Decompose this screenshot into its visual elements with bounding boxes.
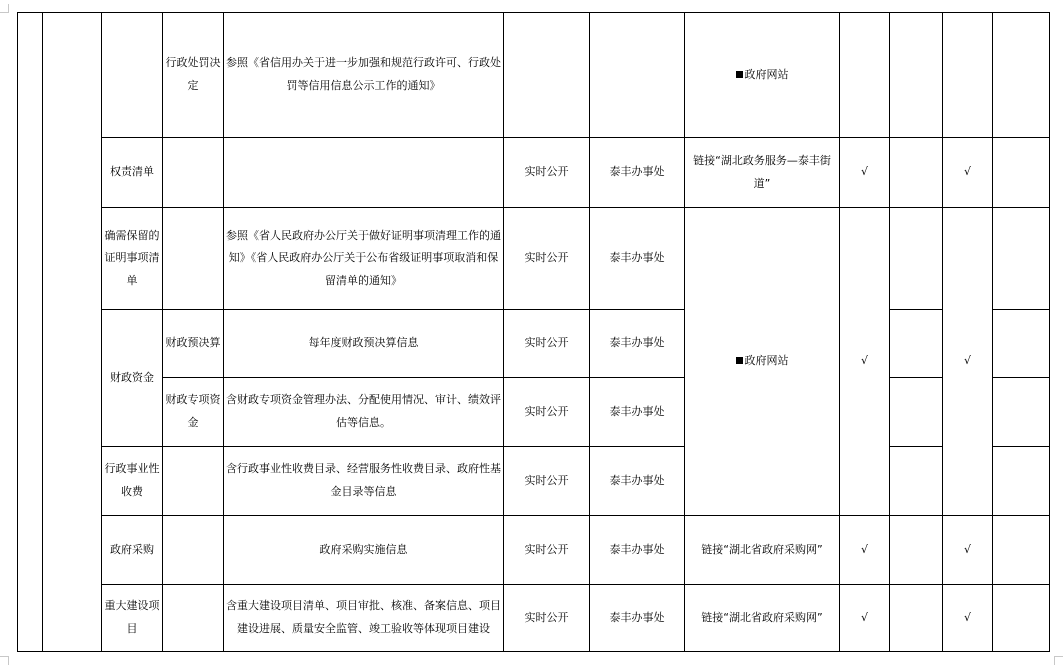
content-cell: [224, 138, 504, 208]
check-cell: [890, 378, 943, 447]
check-cell: [993, 138, 1050, 208]
table-row: [18, 585, 1050, 652]
sub-item-cell: [163, 585, 224, 652]
content-cell: 参照《省人民政府办公厅关于做好证明事项清理工作的通知》《省人民政府办公厅关于公布省级证明事项取消和保留清单的通知》: [224, 208, 504, 310]
table-row: [18, 138, 1050, 208]
check-cell: [890, 447, 943, 516]
subject-cell: 泰丰办事处: [590, 516, 685, 585]
disclosure-table: [17, 12, 1050, 652]
checkmark-cell: √: [840, 516, 890, 585]
channel-cell: [685, 208, 840, 516]
timing-cell: 实时公开: [504, 585, 590, 652]
sub-item-cell: [163, 516, 224, 585]
sub-item-cell: [163, 138, 224, 208]
item-cell: [102, 13, 163, 138]
timing-cell: 实时公开: [504, 138, 590, 208]
channel-cell: 链接“湖北政务服务—泰丰街道”: [685, 138, 840, 208]
black-square-icon: [736, 357, 743, 364]
check-cell: [890, 516, 943, 585]
item-cell: 政府采购: [102, 516, 163, 585]
channel-text: 政府网站: [744, 354, 789, 368]
outer-column-2: [43, 13, 102, 652]
sub-item-cell: [163, 208, 224, 310]
content-cell: 含重大建设项目清单、项目审批、核准、备案信息、项目建设进展、质量安全监管、竣工验收等体现项目建设: [224, 585, 504, 652]
sub-item-cell: 行政处罚决定: [163, 13, 224, 138]
item-cell: 确需保留的证明事项清单: [102, 208, 163, 310]
subject-cell: 泰丰办事处: [590, 138, 685, 208]
check-cell: [993, 447, 1050, 516]
table-row: [18, 378, 1050, 447]
timing-cell: 实时公开: [504, 208, 590, 310]
checkmark-cell: √: [840, 208, 890, 516]
subject-cell: 泰丰办事处: [590, 378, 685, 447]
content-cell: 每年度财政预决算信息: [224, 310, 504, 378]
table-row: [18, 447, 1050, 516]
subject-cell: 泰丰办事处: [590, 310, 685, 378]
check-cell: [943, 13, 993, 138]
check-cell: [890, 138, 943, 208]
content-cell: 参照《省信用办关于进一步加强和规范行政许可、行政处罚等信用信息公示工作的通知》: [224, 13, 504, 138]
check-cell: [993, 208, 1050, 310]
subject-cell: 泰丰办事处: [590, 208, 685, 310]
page-corner-mark-bottom-left: [0, 656, 9, 665]
timing-cell: 实时公开: [504, 516, 590, 585]
channel-cell: 链接“湖北省政府采购网”: [685, 516, 840, 585]
checkmark-cell: √: [840, 585, 890, 652]
subject-cell: [590, 13, 685, 138]
black-square-icon: [736, 71, 743, 78]
check-cell: [993, 378, 1050, 447]
content-cell: 政府采购实施信息: [224, 516, 504, 585]
table-row: [18, 13, 1050, 138]
timing-cell: 实时公开: [504, 378, 590, 447]
content-cell: 含财政专项资金管理办法、分配使用情况、审计、绩效评估等信息。: [224, 378, 504, 447]
channel-cell: [685, 13, 840, 138]
check-cell: [890, 13, 943, 138]
content-cell: 含行政事业性收费目录、经营服务性收费目录、政府性基金目录等信息: [224, 447, 504, 516]
check-cell: [890, 585, 943, 652]
item-cell: 财政资金: [102, 310, 163, 447]
timing-cell: [504, 13, 590, 138]
sub-item-cell: 财政专项资金: [163, 378, 224, 447]
timing-cell: 实时公开: [504, 310, 590, 378]
check-cell: [890, 310, 943, 378]
check-cell: [993, 13, 1050, 138]
outer-column-1: [18, 13, 43, 652]
item-cell: 行政事业性收费: [102, 447, 163, 516]
item-cell: 权责清单: [102, 138, 163, 208]
table-row: [18, 208, 1050, 310]
checkmark-cell: √: [840, 138, 890, 208]
item-cell: 重大建设项目: [102, 585, 163, 652]
checkmark-cell: √: [943, 516, 993, 585]
check-cell: [993, 516, 1050, 585]
check-cell: [993, 310, 1050, 378]
page-corner-mark-bottom-right: [1054, 656, 1063, 665]
subject-cell: 泰丰办事处: [590, 447, 685, 516]
checkmark-cell: √: [943, 585, 993, 652]
check-cell: [993, 585, 1050, 652]
timing-cell: 实时公开: [504, 447, 590, 516]
channel-cell: 链接“湖北省政府采购网”: [685, 585, 840, 652]
table-row: [18, 310, 1050, 378]
table-row: [18, 516, 1050, 585]
channel-text: 政府网站: [744, 67, 789, 81]
checkmark-cell: √: [943, 138, 993, 208]
checkmark-cell: √: [943, 208, 993, 516]
page-corner-mark-top-left: [0, 4, 9, 13]
sub-item-cell: [163, 447, 224, 516]
sub-item-cell: 财政预决算: [163, 310, 224, 378]
check-cell: [840, 13, 890, 138]
check-cell: [890, 208, 943, 310]
subject-cell: 泰丰办事处: [590, 585, 685, 652]
